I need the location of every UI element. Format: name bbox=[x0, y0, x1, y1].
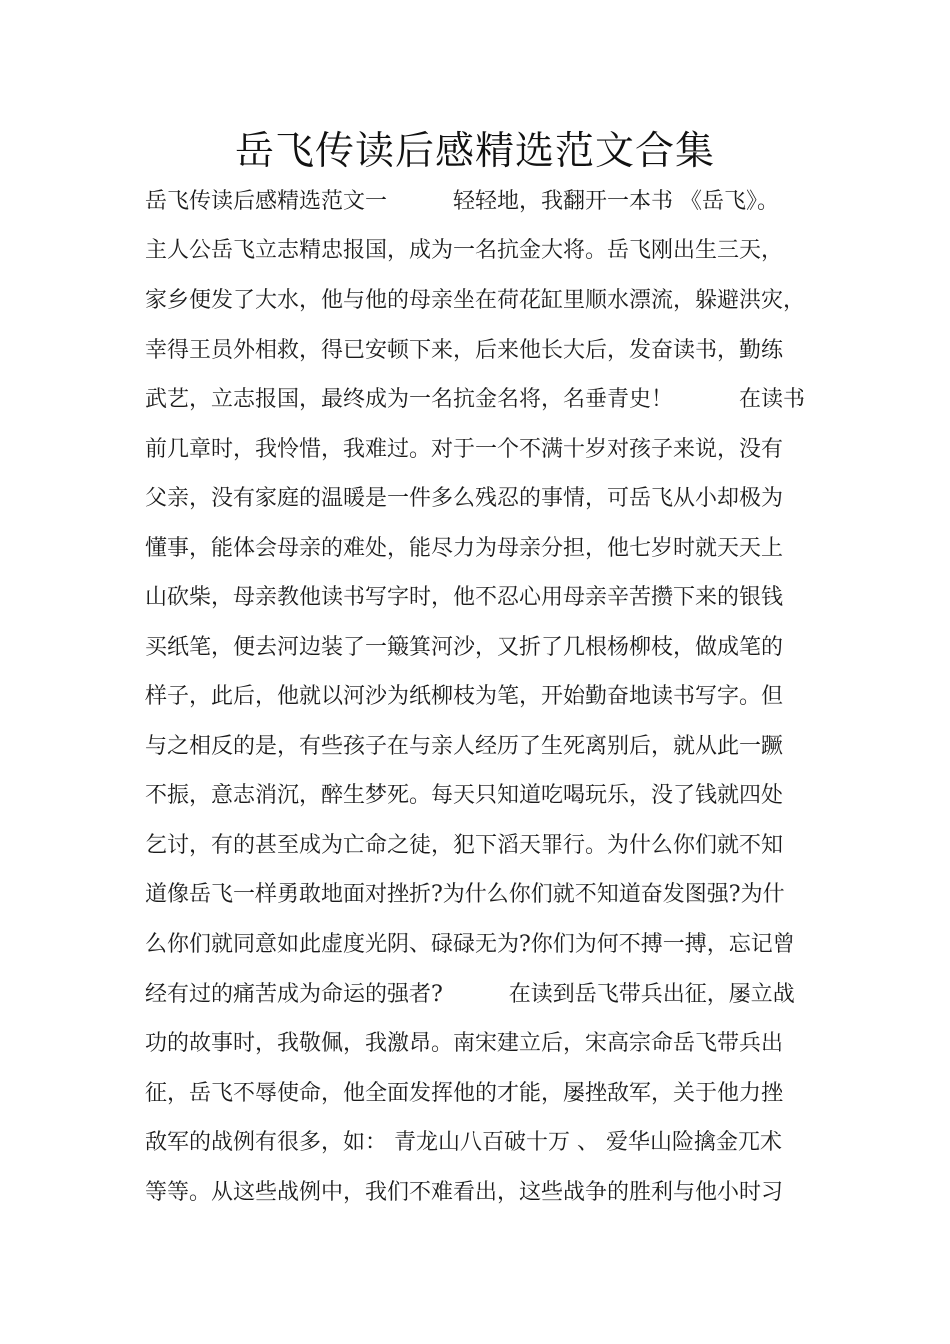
paragraph-line: 乞讨，有的甚至成为亡命之徒，犯下滔天罪行。为什么你们就不知 bbox=[145, 833, 784, 858]
document-title: 岳飞传读后感精选范文合集 bbox=[234, 129, 715, 174]
paragraph-line: 山砍柴，母亲教他读书写字时，他不忍心用母亲辛苦攒下来的银钱 bbox=[145, 585, 784, 610]
paragraph-line: 与之相反的是，有些孩子在与亲人经历了生死离别后，就从此一蹶 bbox=[145, 734, 784, 759]
paragraph-line: 武艺，立志报国，最终成为一名抗金名将，名垂青史！ 在读书 bbox=[145, 387, 806, 412]
paragraph-line: 懂事，能体会母亲的难处，能尽力为母亲分担，他七岁时就天天上 bbox=[145, 536, 784, 561]
paragraph-line: 经有过的痛苦成为命运的强者? 在读到岳飞带兵出征，屡立战 bbox=[145, 982, 795, 1007]
paragraph-line: 不振，意志消沉，醉生梦死。每天只知道吃喝玩乐，没了钱就四处 bbox=[145, 783, 784, 808]
paragraph-line: 道像岳飞一样勇敢地面对挫折?为什么你们就不知道奋发图强?为什 bbox=[145, 882, 785, 907]
paragraph-line: 功的故事时，我敬佩，我激昂。南宋建立后，宋高宗命岳飞带兵出 bbox=[145, 1031, 784, 1056]
paragraph-line: 样子，此后，他就以河沙为纸柳枝为笔，开始勤奋地读书写字。但 bbox=[145, 684, 784, 709]
paragraph-line: 家乡便发了大水，他与他的母亲坐在荷花缸里顺水漂流，躲避洪灾， bbox=[145, 288, 806, 313]
paragraph-line: 岳飞传读后感精选范文一 轻轻地，我翻开一本书 《岳飞》。 bbox=[145, 189, 779, 214]
paragraph-line: 买纸笔，便去河边装了一簸箕河沙，又折了几根杨柳枝，做成笔的 bbox=[145, 635, 784, 660]
paragraph-line: 幸得王员外相救，得已安顿下来，后来他长大后，发奋读书，勤练 bbox=[145, 338, 784, 363]
paragraph-line: 么你们就同意如此虚度光阴、碌碌无为?你们为何不搏一搏，忘记曾 bbox=[145, 932, 795, 957]
paragraph-line: 敌军的战例有很多，如： 青龙山八百破十万 、 爱华山险擒金兀术 bbox=[145, 1130, 782, 1155]
paragraph-line: 前几章时，我怜惜，我难过。对于一个不满十岁对孩子来说，没有 bbox=[145, 437, 784, 462]
paragraph-line: 征，岳飞不辱使命，他全面发挥他的才能，屡挫敌军，关于他力挫 bbox=[145, 1081, 784, 1106]
paragraph-line: 等等。从这些战例中，我们不难看出，这些战争的胜利与他小时习 bbox=[145, 1180, 784, 1205]
paragraph-line: 主人公岳飞立志精忠报国，成为一名抗金大将。岳飞刚出生三天， bbox=[145, 238, 784, 263]
paragraph-line: 父亲，没有家庭的温暖是一件多么残忍的事情，可岳飞从小却极为 bbox=[145, 486, 784, 511]
